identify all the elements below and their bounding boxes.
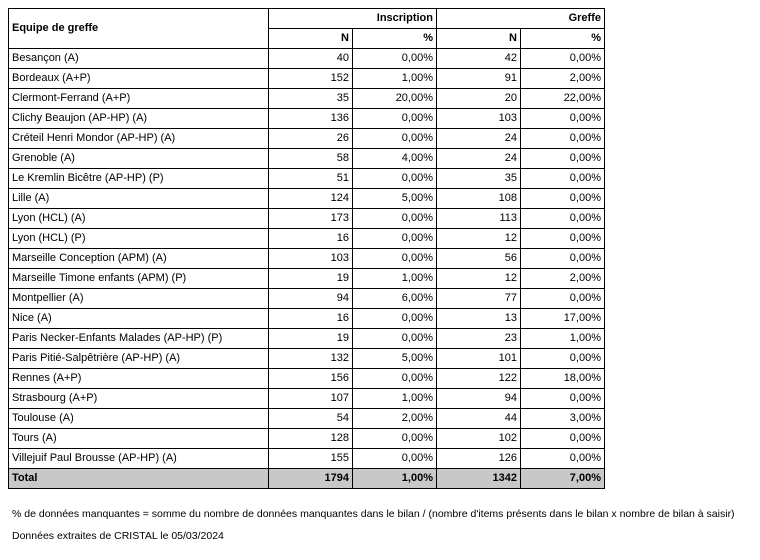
inscription-pct: 5,00% bbox=[353, 349, 437, 369]
group-header-greffe: Greffe bbox=[437, 9, 605, 29]
greffe-pct: 0,00% bbox=[521, 249, 605, 269]
inscription-n: 16 bbox=[269, 229, 353, 249]
team-name: Marseille Conception (APM) (A) bbox=[9, 249, 269, 269]
inscription-n: 54 bbox=[269, 409, 353, 429]
greffe-n: 103 bbox=[437, 109, 521, 129]
table-row bbox=[9, 89, 605, 109]
missing-data-note: % de données manquantes = somme du nombre de données manquantes dans le bilan / (nombre d'items présents dans le bilan x nombre de bilan à saisir) bbox=[12, 508, 735, 520]
inscription-pct: 0,00% bbox=[353, 449, 437, 469]
greffe-pct: 3,00% bbox=[521, 409, 605, 429]
team-name: Clermont-Ferrand (A+P) bbox=[9, 89, 269, 109]
subheader-ins-pct: % bbox=[353, 29, 437, 49]
header-row-groups bbox=[9, 9, 605, 29]
greffe-pct: 0,00% bbox=[521, 389, 605, 409]
greffe-n: 102 bbox=[437, 429, 521, 449]
team-name: Strasbourg (A+P) bbox=[9, 389, 269, 409]
inscription-n: 124 bbox=[269, 189, 353, 209]
greffe-n: 44 bbox=[437, 409, 521, 429]
total-ins-pct: 1,00% bbox=[353, 469, 437, 489]
total-gre-pct: 7,00% bbox=[521, 469, 605, 489]
greffe-pct: 22,00% bbox=[521, 89, 605, 109]
team-name: Lyon (HCL) (A) bbox=[9, 209, 269, 229]
table-row bbox=[9, 329, 605, 349]
team-name: Le Kremlin Bicêtre (AP-HP) (P) bbox=[9, 169, 269, 189]
inscription-n: 94 bbox=[269, 289, 353, 309]
greffe-n: 20 bbox=[437, 89, 521, 109]
greffe-pct: 0,00% bbox=[521, 449, 605, 469]
team-name: Rennes (A+P) bbox=[9, 369, 269, 389]
greffe-pct: 0,00% bbox=[521, 429, 605, 449]
greffe-n: 56 bbox=[437, 249, 521, 269]
greffe-n: 12 bbox=[437, 269, 521, 289]
greffe-n: 24 bbox=[437, 149, 521, 169]
greffe-n: 13 bbox=[437, 309, 521, 329]
total-row bbox=[9, 469, 605, 489]
group-header-inscription: Inscription bbox=[269, 9, 437, 29]
inscription-n: 136 bbox=[269, 109, 353, 129]
greffe-n: 42 bbox=[437, 49, 521, 69]
inscription-pct: 0,00% bbox=[353, 249, 437, 269]
table-row bbox=[9, 409, 605, 429]
inscription-n: 16 bbox=[269, 309, 353, 329]
team-name: Créteil Henri Mondor (AP-HP) (A) bbox=[9, 129, 269, 149]
inscription-n: 51 bbox=[269, 169, 353, 189]
table-row bbox=[9, 369, 605, 389]
subheader-gre-n: N bbox=[437, 29, 521, 49]
table-row bbox=[9, 69, 605, 89]
inscription-pct: 5,00% bbox=[353, 189, 437, 209]
inscription-n: 19 bbox=[269, 269, 353, 289]
inscription-n: 128 bbox=[269, 429, 353, 449]
greffe-pct: 0,00% bbox=[521, 289, 605, 309]
table-body bbox=[9, 49, 605, 469]
row-header-label: Equipe de greffe bbox=[9, 9, 269, 49]
source-note: Données extraites de CRISTAL le 05/03/2024 bbox=[12, 530, 224, 542]
subheader-ins-n: N bbox=[269, 29, 353, 49]
inscription-n: 103 bbox=[269, 249, 353, 269]
inscription-pct: 0,00% bbox=[353, 109, 437, 129]
greffe-pct: 2,00% bbox=[521, 269, 605, 289]
greffe-pct: 0,00% bbox=[521, 109, 605, 129]
inscription-pct: 0,00% bbox=[353, 169, 437, 189]
total-label: Total bbox=[9, 469, 269, 489]
team-name: Tours (A) bbox=[9, 429, 269, 449]
greffe-n: 126 bbox=[437, 449, 521, 469]
total-ins-n: 1794 bbox=[269, 469, 353, 489]
inscription-pct: 0,00% bbox=[353, 329, 437, 349]
table-row bbox=[9, 289, 605, 309]
table-row bbox=[9, 389, 605, 409]
greffe-pct: 0,00% bbox=[521, 49, 605, 69]
table-row bbox=[9, 429, 605, 449]
table-row bbox=[9, 149, 605, 169]
inscription-pct: 2,00% bbox=[353, 409, 437, 429]
inscription-pct: 0,00% bbox=[353, 229, 437, 249]
table-row bbox=[9, 229, 605, 249]
inscription-pct: 1,00% bbox=[353, 389, 437, 409]
team-name: Toulouse (A) bbox=[9, 409, 269, 429]
inscription-pct: 6,00% bbox=[353, 289, 437, 309]
table-row bbox=[9, 309, 605, 329]
team-name: Bordeaux (A+P) bbox=[9, 69, 269, 89]
greffe-n: 91 bbox=[437, 69, 521, 89]
inscription-n: 173 bbox=[269, 209, 353, 229]
greffe-n: 113 bbox=[437, 209, 521, 229]
team-name: Lyon (HCL) (P) bbox=[9, 229, 269, 249]
table-row bbox=[9, 449, 605, 469]
greffe-pct: 0,00% bbox=[521, 189, 605, 209]
inscription-pct: 4,00% bbox=[353, 149, 437, 169]
greffe-n: 23 bbox=[437, 329, 521, 349]
team-name: Grenoble (A) bbox=[9, 149, 269, 169]
team-name: Marseille Timone enfants (APM) (P) bbox=[9, 269, 269, 289]
table-row bbox=[9, 169, 605, 189]
greffe-n: 24 bbox=[437, 129, 521, 149]
team-name: Lille (A) bbox=[9, 189, 269, 209]
greffe-pct: 0,00% bbox=[521, 209, 605, 229]
inscription-pct: 0,00% bbox=[353, 49, 437, 69]
team-name: Montpellier (A) bbox=[9, 289, 269, 309]
greffe-n: 35 bbox=[437, 169, 521, 189]
team-name: Villejuif Paul Brousse (AP-HP) (A) bbox=[9, 449, 269, 469]
greffe-n: 94 bbox=[437, 389, 521, 409]
inscription-pct: 1,00% bbox=[353, 69, 437, 89]
team-name: Paris Necker-Enfants Malades (AP-HP) (P) bbox=[9, 329, 269, 349]
inscription-pct: 1,00% bbox=[353, 269, 437, 289]
table-row bbox=[9, 49, 605, 69]
greffe-pct: 1,00% bbox=[521, 329, 605, 349]
table-row bbox=[9, 189, 605, 209]
total-gre-n: 1342 bbox=[437, 469, 521, 489]
greffe-n: 101 bbox=[437, 349, 521, 369]
data-table bbox=[8, 8, 605, 489]
greffe-pct: 0,00% bbox=[521, 229, 605, 249]
inscription-pct: 20,00% bbox=[353, 89, 437, 109]
greffe-n: 12 bbox=[437, 229, 521, 249]
table-row bbox=[9, 209, 605, 229]
team-name: Paris Pitié-Salpêtrière (AP-HP) (A) bbox=[9, 349, 269, 369]
inscription-n: 26 bbox=[269, 129, 353, 149]
inscription-n: 155 bbox=[269, 449, 353, 469]
greffe-n: 77 bbox=[437, 289, 521, 309]
inscription-n: 152 bbox=[269, 69, 353, 89]
inscription-n: 58 bbox=[269, 149, 353, 169]
inscription-n: 156 bbox=[269, 369, 353, 389]
inscription-n: 35 bbox=[269, 89, 353, 109]
greffe-pct: 18,00% bbox=[521, 369, 605, 389]
team-name: Besançon (A) bbox=[9, 49, 269, 69]
greffe-pct: 0,00% bbox=[521, 129, 605, 149]
inscription-pct: 0,00% bbox=[353, 309, 437, 329]
inscription-pct: 0,00% bbox=[353, 209, 437, 229]
inscription-n: 132 bbox=[269, 349, 353, 369]
inscription-n: 19 bbox=[269, 329, 353, 349]
greffe-n: 122 bbox=[437, 369, 521, 389]
greffe-pct: 2,00% bbox=[521, 69, 605, 89]
greffe-pct: 17,00% bbox=[521, 309, 605, 329]
table-row bbox=[9, 349, 605, 369]
table-row bbox=[9, 109, 605, 129]
inscription-n: 107 bbox=[269, 389, 353, 409]
inscription-n: 40 bbox=[269, 49, 353, 69]
table-row bbox=[9, 249, 605, 269]
table-row bbox=[9, 269, 605, 289]
inscription-pct: 0,00% bbox=[353, 129, 437, 149]
subheader-gre-pct: % bbox=[521, 29, 605, 49]
inscription-pct: 0,00% bbox=[353, 429, 437, 449]
inscription-pct: 0,00% bbox=[353, 369, 437, 389]
greffe-pct: 0,00% bbox=[521, 149, 605, 169]
team-name: Clichy Beaujon (AP-HP) (A) bbox=[9, 109, 269, 129]
team-name: Nice (A) bbox=[9, 309, 269, 329]
table-row bbox=[9, 129, 605, 149]
greffe-pct: 0,00% bbox=[521, 169, 605, 189]
greffe-pct: 0,00% bbox=[521, 349, 605, 369]
greffe-n: 108 bbox=[437, 189, 521, 209]
